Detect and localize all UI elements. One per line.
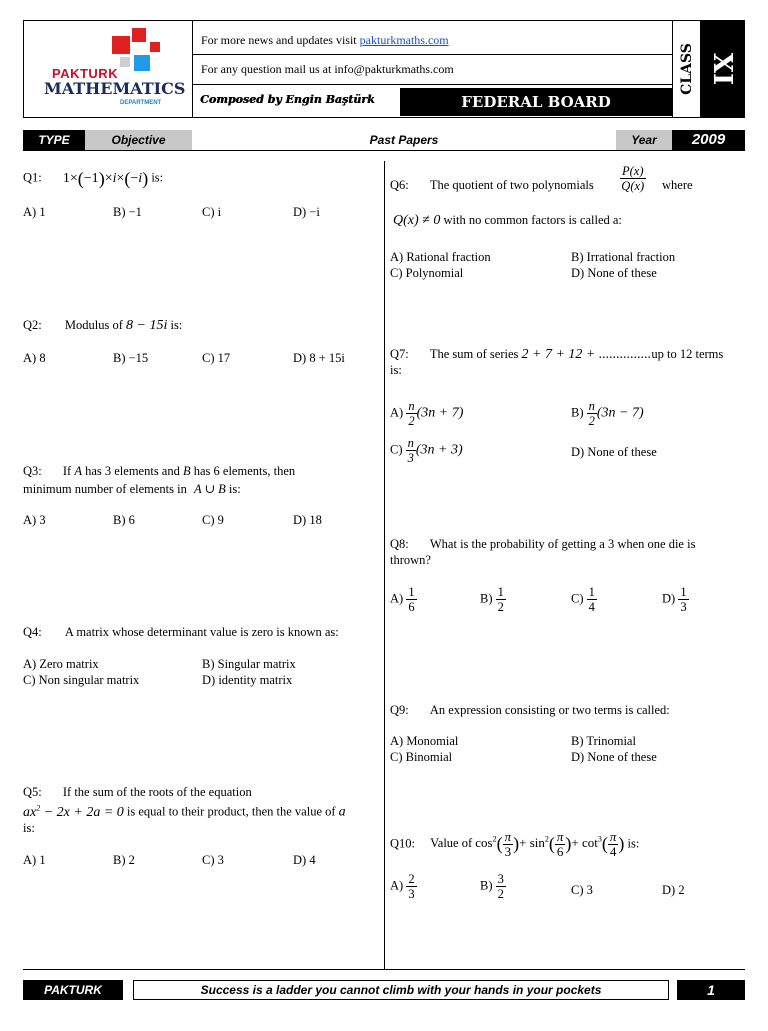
q3-number: Q3: — [23, 464, 42, 478]
q5-option-d: D) 4 — [293, 853, 316, 867]
q7-option-b-label: B) — [571, 405, 584, 420]
q3-suffix: is: — [228, 482, 241, 496]
q5-variable: a — [338, 804, 346, 820]
q5-option-a: A) 1 — [23, 853, 46, 867]
year-label: Year — [616, 130, 672, 150]
logo-text-department: DEPARTMENT — [120, 100, 162, 106]
q2-option-b: B) −15 — [113, 351, 149, 365]
q6-line2: with no common factors is called a: — [443, 213, 622, 227]
class-value-column — [700, 21, 744, 117]
q8-option-d-fraction: $\frac{1}{3}$ — [680, 585, 687, 614]
mail-row — [192, 55, 672, 85]
logo-text-pakturk: PAKTURK — [52, 66, 119, 81]
q5-tail: is equal to their product, then the value of — [126, 804, 336, 819]
q8-option-a-label: A) — [390, 591, 404, 606]
q6-text: The quotient of two polynomials — [429, 178, 594, 192]
q2-option-d: D) 8 + 15i — [293, 351, 345, 365]
year-value: 2009 — [672, 130, 745, 150]
q7-option-b — [571, 399, 644, 428]
q5-option-b: B) 2 — [113, 853, 135, 867]
news-link[interactable]: pakturkmaths.com — [359, 33, 449, 47]
q7-option-b-fraction: $\frac{n}{2}$ — [588, 399, 595, 428]
q6-option-c: C) Polynomial — [390, 266, 464, 280]
news-row — [192, 27, 672, 55]
class-label: CLASS — [679, 43, 695, 95]
footer-brand: PAKTURK — [23, 980, 123, 1000]
q4-option-a: A) Zero matrix — [23, 657, 99, 671]
q6-stem-line2 — [393, 213, 622, 229]
q3-option-c: C) 9 — [202, 513, 224, 527]
composed-by: Composed by Engin Baştürk — [200, 93, 375, 106]
q3-set-a: A — [74, 464, 82, 478]
q2-expression: 8 − 15i — [126, 318, 168, 333]
q3-expression: A ∪ B — [194, 482, 226, 496]
q2-option-c: C) 17 — [202, 351, 231, 365]
page-number: 1 — [677, 980, 745, 1000]
board-banner: FEDERAL BOARD — [400, 88, 672, 116]
q7-series: 2 + 7 + 12 + ............... — [521, 347, 652, 362]
q10-suffix: is: — [627, 836, 640, 851]
q8-option-b — [480, 585, 506, 614]
q3-line2: minimum number of elements in — [23, 482, 187, 496]
q7-text: The sum of series — [429, 347, 519, 361]
q7-option-c-fraction: $\frac{n}{3}$ — [407, 436, 414, 465]
q6-condition: Q(x) ≠ 0 — [393, 213, 441, 228]
q7-number: Q7: — [390, 347, 409, 361]
q6-fraction — [620, 164, 646, 193]
q10-option-a-fraction: $\frac{2}{3}$ — [408, 872, 415, 901]
q5-text: If the sum of the roots of the equation — [62, 785, 252, 799]
logo-square-red-small — [132, 28, 146, 42]
q8-text: What is the probability of getting a 3 when one die is — [429, 537, 696, 551]
q8-option-a — [390, 585, 417, 614]
logo-square-red — [112, 36, 130, 54]
q8-option-c-fraction: $\frac{1}{4}$ — [588, 585, 595, 614]
column-divider — [384, 161, 385, 969]
q7-option-a-label: A) — [390, 405, 404, 420]
q10-option-a — [390, 872, 417, 901]
footer-top-line — [23, 969, 745, 970]
q10-text: Value of — [430, 836, 473, 851]
q5-line3: is: — [23, 821, 35, 835]
q6-option-a: A) Rational fraction — [390, 250, 491, 264]
q8-option-d — [662, 585, 689, 614]
q8-option-a-fraction: $\frac{1}{6}$ — [408, 585, 415, 614]
logo-square-grey — [120, 57, 130, 67]
logo-square-red-tiny — [150, 42, 160, 52]
q5-option-c: C) 3 — [202, 853, 224, 867]
q5-stem-line2 — [23, 803, 346, 821]
q4-option-b: B) Singular matrix — [202, 657, 296, 671]
q1-option-a: A) 1 — [23, 205, 46, 219]
q10-option-d: D) 2 — [662, 883, 685, 897]
q9-number: Q9: — [390, 703, 409, 717]
q6-stem-line1 — [390, 178, 594, 193]
q6-fraction-px-over-qx: $\frac{P(x)}{Q(x)}$ — [621, 164, 645, 193]
mail-text: For any question mail us at info@pakturkmaths.com — [201, 62, 454, 76]
q1-option-d: D) −i — [293, 205, 320, 219]
q10-option-b-fraction: $\frac{3}{2}$ — [497, 872, 504, 901]
q7-option-b-expr: (3n − 7) — [596, 405, 644, 421]
q7-tail: up to 12 terms — [651, 347, 724, 361]
q7-line2: is: — [390, 363, 402, 377]
q7-option-a — [390, 399, 463, 428]
q2-suffix: is: — [170, 318, 183, 332]
q7-option-c-expr: (3n + 3) — [415, 442, 463, 458]
q5-number: Q5: — [23, 785, 42, 799]
q3-option-a: A) 3 — [23, 513, 46, 527]
q3-text1: If — [62, 464, 72, 478]
typebar-underline — [23, 150, 745, 151]
q4-text: A matrix whose determinant value is zero is known as: — [64, 625, 339, 639]
q9-option-a: A) Monomial — [390, 734, 459, 748]
q8-line2: thrown? — [390, 553, 431, 567]
type-label: TYPE — [23, 130, 85, 150]
q8-stem-line1 — [390, 537, 695, 552]
section-title: Past Papers — [369, 133, 439, 147]
q6-where: where — [662, 178, 693, 192]
q2-stem — [23, 318, 182, 334]
footer-motto: Success is a ladder you cannot climb with your hands in your pockets — [133, 980, 669, 1000]
q7-option-a-expr: (3n + 7) — [416, 405, 464, 421]
q9-stem — [390, 703, 670, 718]
q7-option-c — [390, 436, 463, 465]
q2-text: Modulus of — [64, 318, 123, 332]
q4-option-d: D) identity matrix — [202, 673, 293, 687]
q6-number: Q6: — [390, 178, 409, 192]
q3-text2: has 3 elements and — [85, 464, 180, 478]
q1-number: Q1: — [23, 170, 42, 185]
q3-stem-line1 — [23, 464, 295, 479]
q5-equation: $ax^2 - 2x + 2a = 0$ — [23, 803, 124, 820]
q10-option-c: C) 3 — [571, 883, 593, 897]
q10-option-b — [480, 872, 506, 901]
logo-square-blue — [134, 55, 150, 71]
q6-option-d: D) None of these — [571, 266, 657, 280]
q9-text: An expression consisting or two terms is called: — [429, 703, 670, 717]
q1-expression: 1×(−1)×i×(−i) — [62, 168, 149, 188]
q6-option-b: B) Irrational fraction — [571, 250, 676, 264]
q3-text3: has 6 elements, then — [193, 464, 296, 478]
pakturk-logo — [24, 21, 193, 117]
q3-option-d: D) 18 — [293, 513, 322, 527]
q10-number: Q10: — [390, 836, 415, 851]
q7-stem-line1 — [390, 347, 723, 363]
q1-option-b: B) −1 — [113, 205, 142, 219]
q10-option-b-label: B) — [480, 878, 493, 893]
news-text: For more news and updates visit — [201, 33, 360, 47]
q3-option-b: B) 6 — [113, 513, 135, 527]
class-value: XI — [707, 52, 737, 86]
q9-option-b: B) Trinomial — [571, 734, 636, 748]
q8-number: Q8: — [390, 537, 409, 551]
q8-option-b-fraction: $\frac{1}{2}$ — [497, 585, 504, 614]
q7-option-a-fraction: $\frac{n}{2}$ — [408, 399, 415, 428]
q3-stem-line2 — [23, 481, 241, 497]
q7-option-c-label: C) — [390, 442, 403, 457]
q10-option-a-label: A) — [390, 878, 404, 893]
q1-stem — [23, 168, 163, 189]
q10-expression: $\cos^2$( $\frac{\pi}{3}$ )+ $\sin^2$( $\frac{\pi}{6}$ )+ $\cot^3$( $\frac{\pi}{4}$ ) — [475, 829, 625, 859]
q8-option-b-label: B) — [480, 591, 493, 606]
q2-number: Q2: — [23, 318, 42, 332]
q5-stem-line1 — [23, 785, 252, 800]
q8-option-d-label: D) — [662, 591, 676, 606]
class-label-column — [672, 21, 702, 117]
q9-option-c: C) Binomial — [390, 750, 453, 764]
q7-option-d: D) None of these — [571, 445, 657, 459]
logo-text-mathematics: MATHEMATICS — [44, 79, 186, 98]
q4-number: Q4: — [23, 625, 42, 639]
q8-option-c-label: C) — [571, 591, 584, 606]
type-value: Objective — [85, 130, 192, 150]
q10-stem — [390, 830, 639, 859]
q9-option-d: D) None of these — [571, 750, 657, 764]
q4-option-c: C) Non singular matrix — [23, 673, 140, 687]
q8-option-c — [571, 585, 597, 614]
q5-equation-rest: − 2x + 2a = 0 — [40, 804, 124, 820]
q1-option-c: C) i — [202, 205, 222, 219]
q3-set-b: B — [182, 464, 191, 478]
q4-stem — [23, 625, 339, 640]
q2-option-a: A) 8 — [23, 351, 46, 365]
q1-suffix: is: — [151, 170, 164, 185]
